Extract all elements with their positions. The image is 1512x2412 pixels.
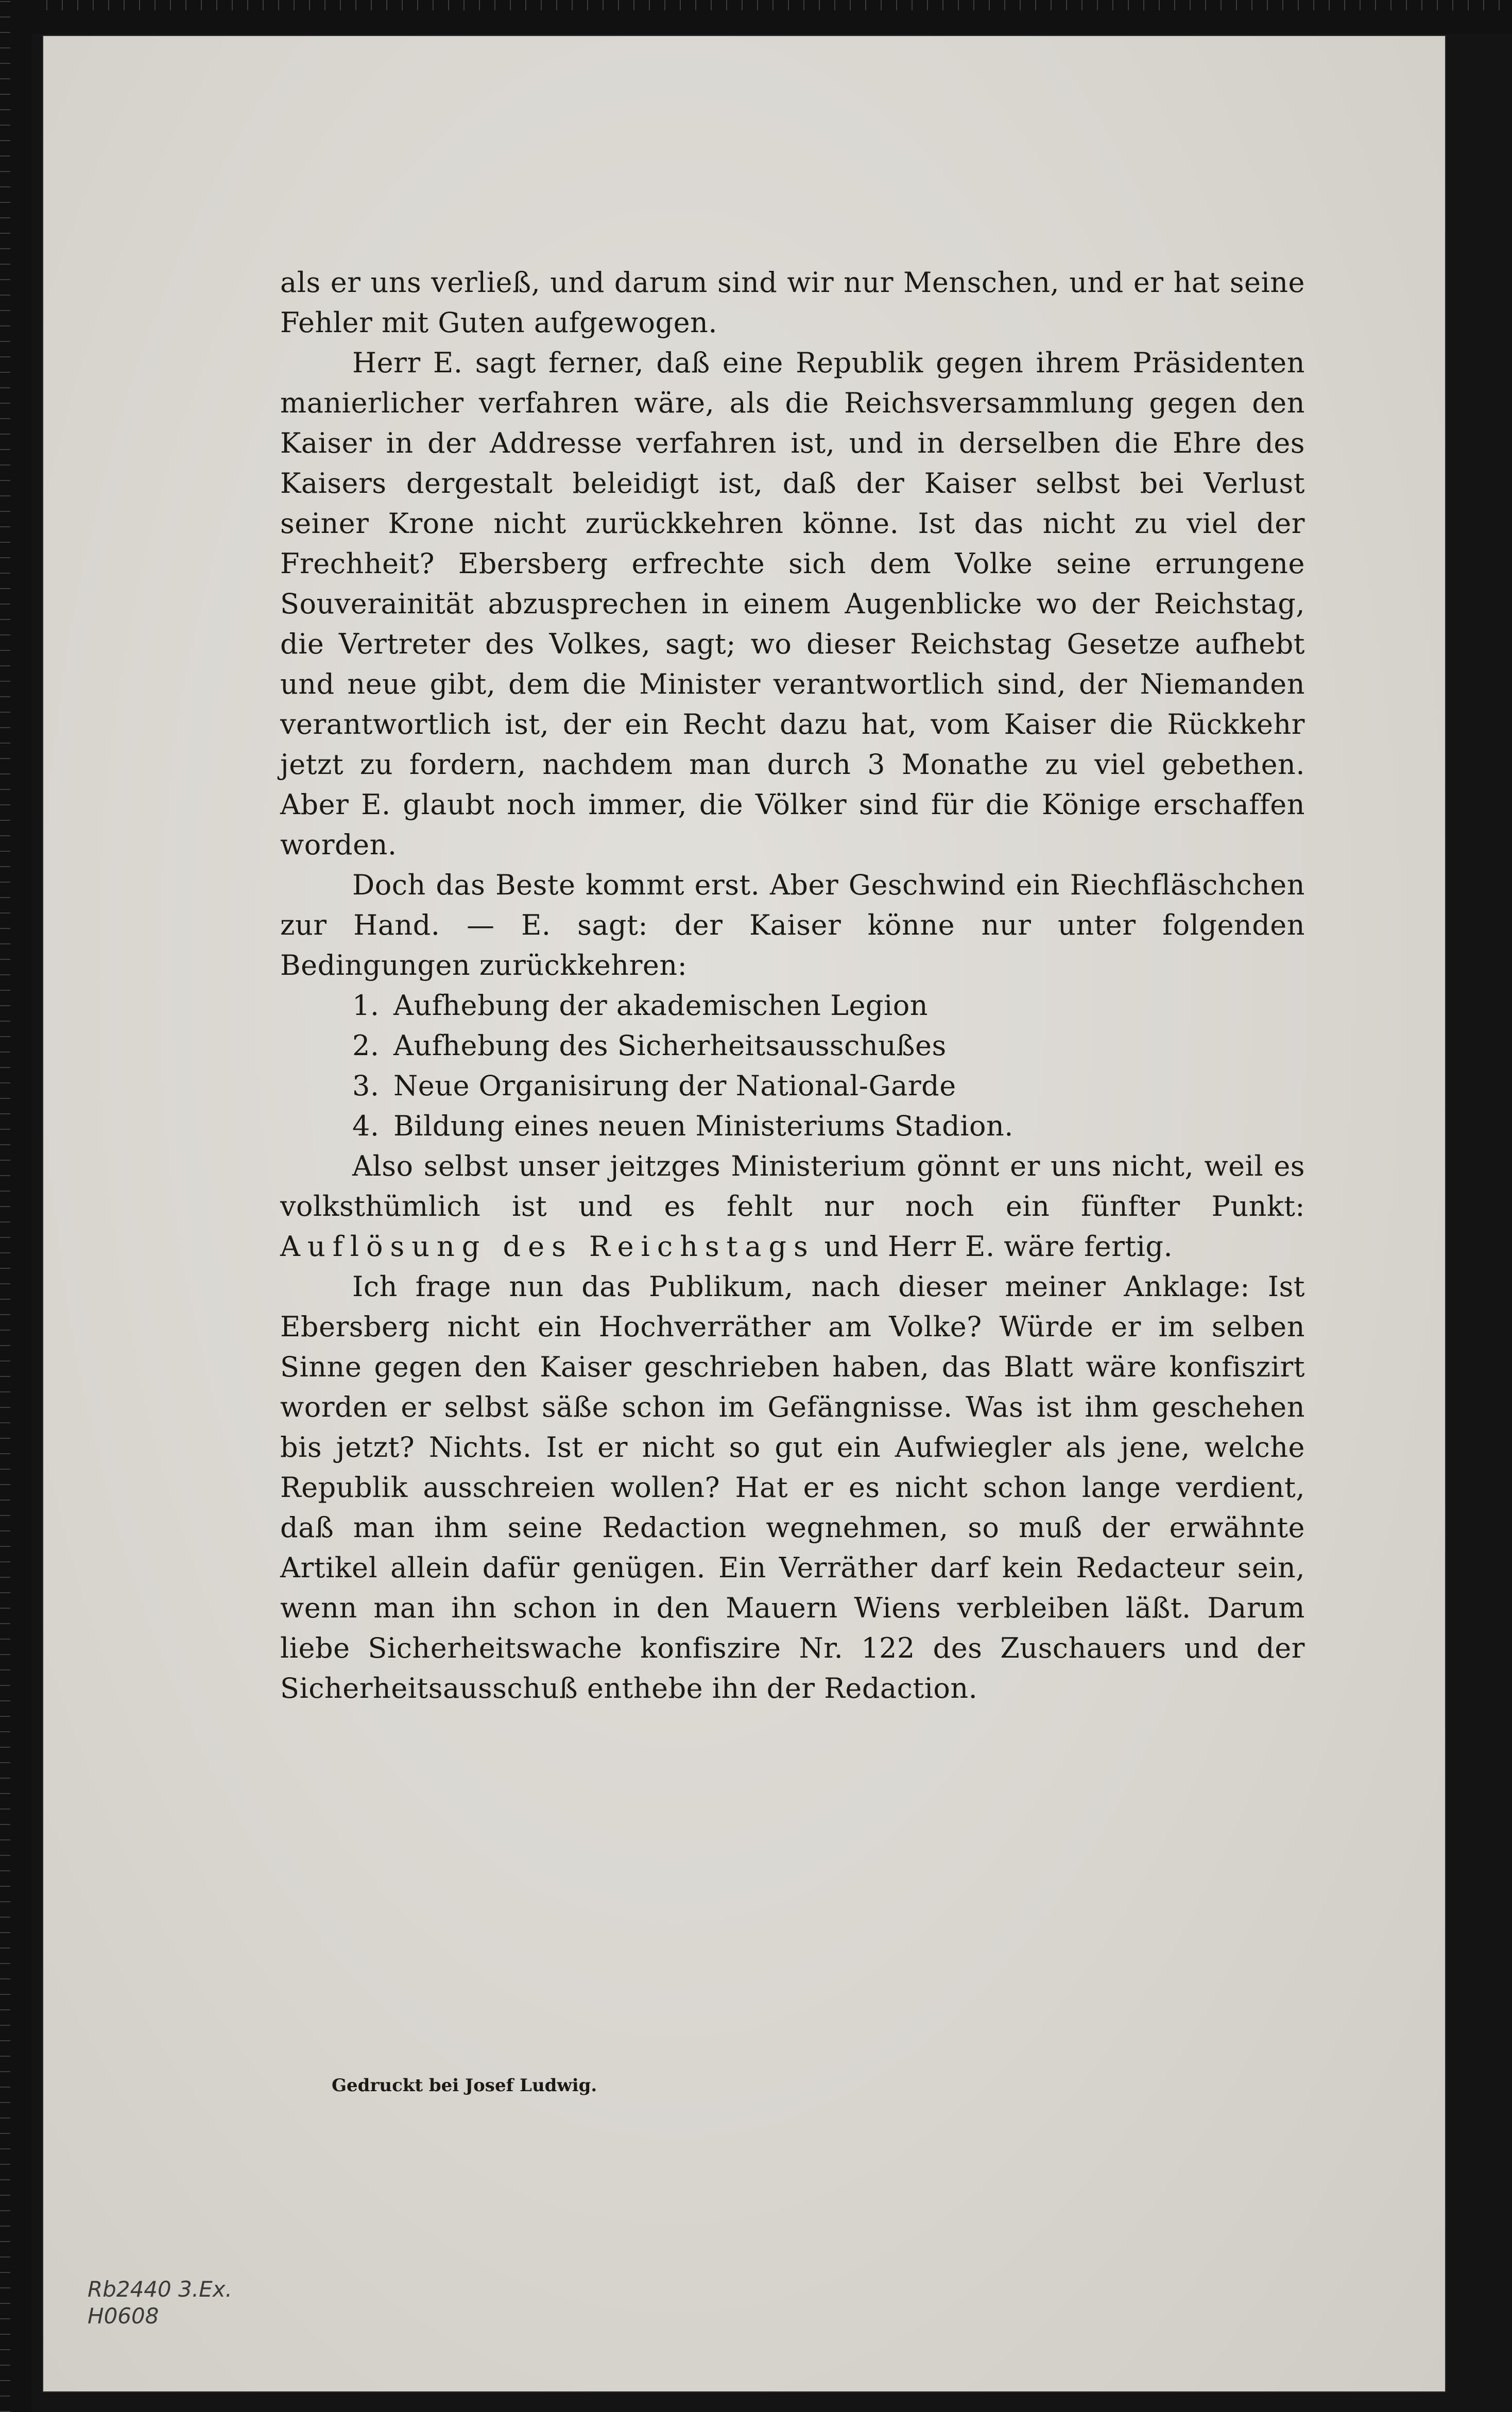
paragraph-5: Ich frage nun das Publikum, nach dieser meiner Anklage: Ist Ebersberg nicht ein Hochverräther am Volke? Würde er im selben Sinne gegen den Kaiser geschrieben haben, das Blatt wäre konfiszirt worden er selbst säße schon im Gefängnisse. Was ist ihm geschehen bis jetzt? Nichts. Ist er nicht so gut ein Aufwiegler als jene, welche Republik ausschreien wollen? Hat er es nicht schon lange verdient, daß man ihm seine Redaction wegnehmen, so muß der erwähnte Artikel allein dafür genügen. Ein Verräther darf kein Redacteur sein, wenn man ihn schon in den Mauern Wiens verbleiben läßt. Darum liebe Sicherheitswache konfiszire Nr. 122 des Zuschauers und der Sicherheitsausschuß enthebe ihn der Redaction.	[280, 1270, 1305, 1704]
list-item	[352, 1066, 1305, 1106]
handwritten-shelf-mark	[88, 2276, 232, 2330]
list-number: 1.	[352, 989, 380, 1022]
list-text: Neue Organisirung der National-Garde	[393, 1070, 956, 1102]
list-text: Aufhebung der akademischen Legion	[393, 989, 929, 1022]
emphasized-spaced-text: Auflösung des Reichstags	[280, 1230, 815, 1263]
paragraph-4	[280, 1146, 1305, 1267]
paragraph-2: Herr E. sagt ferner, daß eine Republik gegen ihrem Präsidenten manierlicher verfahren wäre, als die Reichsversammlung gegen den Kaiser in der Addresse verfahren ist, und in derselben die Ehre des Kaisers dergestalt beleidigt ist, daß der Kaiser selbst bei Verlust seiner Krone nicht zurückkehren könne. Ist das nicht zu viel der Frechheit? Ebersberg erfrechte sich dem Volke seine errungene Souverainität abzusprechen in einem Augenblicke wo der Reichstag, die Vertreter des Volkes, sagt; wo dieser Reichstag Gesetze aufhebt und neue gibt, dem die Minister verantwortlich sind, der Niemanden verantwortlich ist, der ein Recht dazu hat, vom Kaiser die Rückkehr jetzt zu fordern, nachdem man durch 3 Monathe zu viel gebethen. Aber E. glaubt noch immer, die Völker sind für die Könige erschaffen worden.	[280, 347, 1305, 861]
conditions-list	[280, 986, 1305, 1146]
list-text: Aufhebung des Sicherheitsausschußes	[393, 1029, 947, 1062]
paragraph-3: Doch das Beste kommt erst. Aber Geschwind ein Riechfläschchen zur Hand. — E. sagt: der Kaiser könne nur unter folgenden Bedingungen zurückkehren:	[280, 869, 1305, 981]
shelf-mark-line-1: Rb2440 3.Ex.	[88, 2277, 232, 2302]
list-number: 3.	[352, 1070, 380, 1102]
document-body	[280, 263, 1305, 1709]
paragraph-4-text: Also selbst unser jeitzges Ministerium gönnt er uns nicht, weil es volksthümlich ist und es fehlt nur noch ein fünfter Punkt:	[280, 1150, 1305, 1222]
shelf-mark-line-2: H0608	[88, 2303, 159, 2329]
list-number: 4.	[352, 1110, 380, 1142]
list-text: Bildung eines neuen Ministeriums Stadion.	[393, 1110, 1013, 1142]
scan-ruler-top	[0, 0, 1512, 34]
list-number: 2.	[352, 1029, 380, 1062]
list-item	[352, 1106, 1305, 1146]
paragraph-4-end: und Herr E. wäre fertig.	[824, 1230, 1173, 1263]
paragraph-1: als er uns verließ, und darum sind wir nur Menschen, und er hat seine Fehler mit Guten aufgewogen.	[280, 266, 1305, 339]
scan-ruler-left	[0, 0, 32, 2412]
document-page	[43, 36, 1445, 2391]
list-item	[352, 1026, 1305, 1066]
list-item	[352, 986, 1305, 1026]
printer-imprint: Gedruckt bei Josef Ludwig.	[332, 2075, 597, 2096]
